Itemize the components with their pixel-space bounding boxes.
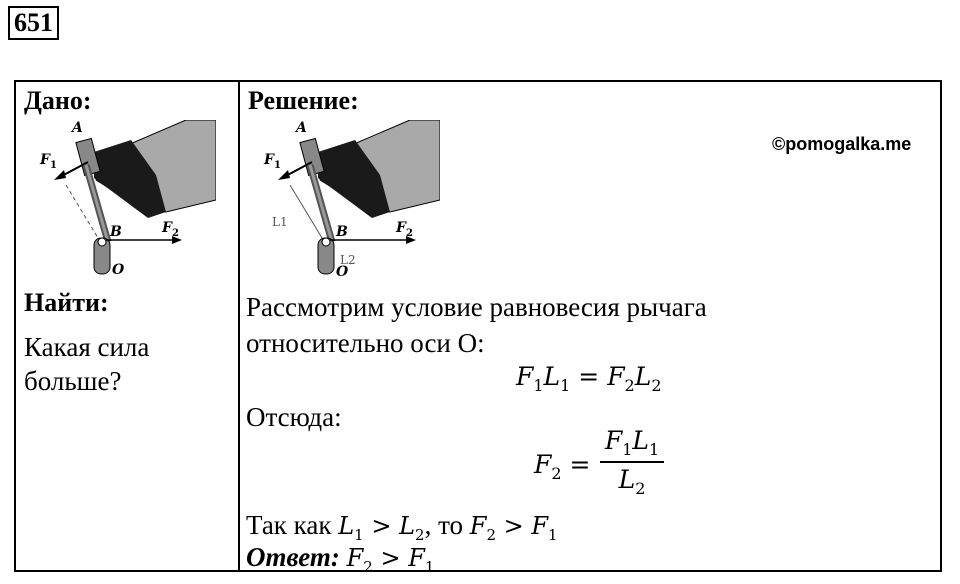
- answer-label: Ответ:: [246, 542, 340, 572]
- solution-line1: Рассмотрим условие равновесия рычага: [246, 292, 707, 322]
- pedal-figure-solution: [260, 120, 440, 280]
- label-force2: F: [162, 220, 172, 236]
- label-point-a: A: [296, 120, 307, 136]
- label-arm2: L2: [340, 253, 356, 267]
- label-force1-sub: 1: [274, 160, 281, 171]
- label-arm1: L1: [272, 215, 288, 229]
- label-force2-sub: 2: [406, 228, 413, 239]
- pedal-figure-given: [36, 120, 216, 280]
- since-then: , то: [424, 510, 464, 540]
- label-force1: F: [40, 152, 50, 168]
- given-heading: Дано:: [24, 86, 92, 115]
- label-point-a: A: [72, 120, 83, 136]
- solution-heading: Решение:: [248, 86, 359, 115]
- column-divider: [238, 82, 240, 570]
- solution-table: [14, 80, 942, 576]
- fraction-bar: [600, 461, 664, 463]
- since-prefix: Так как: [246, 510, 332, 540]
- since-line: Так как $L_1 > L_2$, то $F_2 > F_1$: [246, 510, 558, 544]
- solution-hence: Отсюда:: [246, 402, 342, 432]
- problem-number: 651: [8, 6, 59, 40]
- find-heading: Найти:: [24, 288, 109, 317]
- equilibrium-equation: $F_1L_1 = F_2L_2$: [516, 362, 662, 395]
- force2-fraction: [600, 426, 664, 498]
- label-point-b: B: [110, 224, 122, 240]
- answer-line: Ответ: $F_2 > F_1$: [246, 542, 435, 576]
- label-point-o: O: [112, 262, 125, 278]
- find-question-line2: больше?: [24, 366, 122, 396]
- label-force1-sub: 1: [50, 160, 57, 171]
- label-force1: F: [264, 152, 274, 168]
- label-force2: F: [396, 220, 406, 236]
- watermark: ©pomogalka.me: [772, 134, 912, 154]
- label-point-o: O: [336, 264, 349, 280]
- fraction-denominator: $L_2$: [618, 465, 646, 498]
- find-question-line1: Какая сила: [24, 332, 150, 362]
- force2-expression: $F_2$ =: [534, 450, 591, 483]
- solution-line2: относительно оси O:: [246, 328, 485, 358]
- label-point-b: B: [336, 224, 348, 240]
- fraction-numerator: $F_1L_1$: [604, 426, 660, 459]
- label-force2-sub: 2: [172, 228, 179, 239]
